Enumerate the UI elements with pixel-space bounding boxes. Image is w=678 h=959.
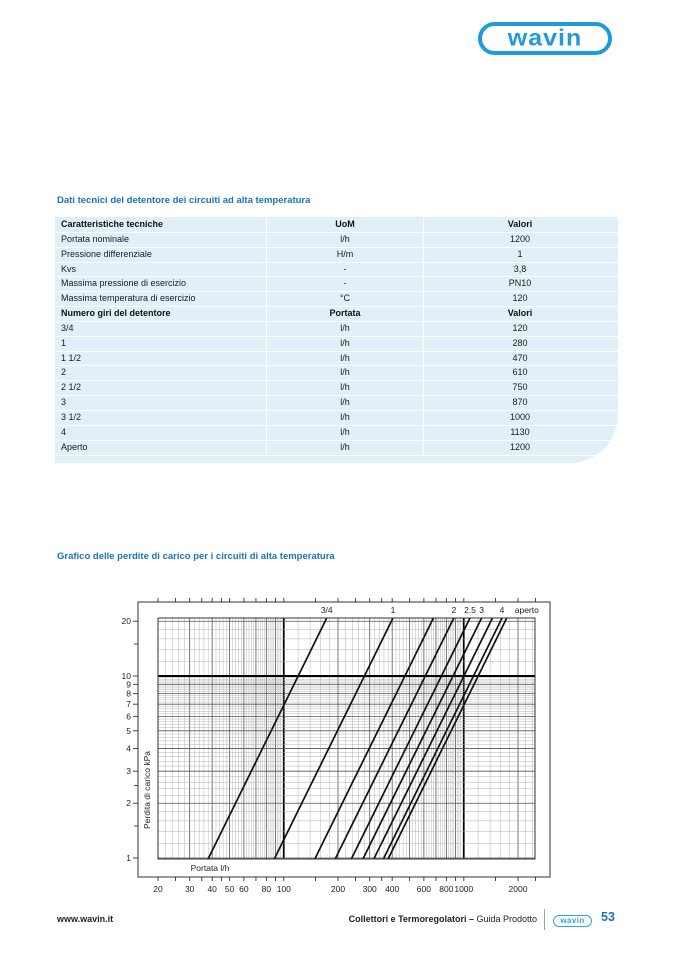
table-cell: l/h <box>267 366 424 380</box>
table-cell: 1 1/2 <box>55 352 267 366</box>
table-header-cell: Portata <box>267 307 424 321</box>
table-cell: l/h <box>267 381 424 395</box>
x-tick-label: 1000 <box>454 884 474 894</box>
table-row <box>55 426 618 441</box>
x-tick-label: 80 <box>261 884 272 894</box>
table-cell: 610 <box>512 367 528 378</box>
pressure-loss-chart <box>100 583 590 913</box>
y-tick-label: 10 <box>121 671 131 681</box>
x-axis-title: Portata l/h <box>190 863 230 873</box>
table-cell: 1 <box>55 337 267 351</box>
series-label: aperto <box>514 605 539 615</box>
table-header-cell: Numero giri del detentore <box>55 307 267 321</box>
wavin-logo <box>478 22 612 55</box>
y-tick-label: 6 <box>126 711 131 722</box>
pressure-loss-chart-svg <box>100 583 590 913</box>
technical-data-table <box>55 218 618 456</box>
axis-frame <box>138 602 550 877</box>
x-tick-label: 600 <box>416 884 431 894</box>
table-row <box>55 263 618 278</box>
y-tick-label: 2 <box>126 798 131 809</box>
table-cell: l/h <box>267 396 424 410</box>
x-tick-label: 60 <box>239 884 249 894</box>
table-cell: - <box>267 277 424 291</box>
x-tick-label: 400 <box>385 884 400 894</box>
wavin-logo-text: wavin <box>507 25 583 51</box>
table-header-cell: Caratteristiche tecniche <box>55 218 267 232</box>
table-cell: 4 <box>55 426 267 440</box>
footer-doc-subtitle: Guida Prodotto <box>473 914 537 924</box>
table-cell: l/h <box>267 233 424 247</box>
y-tick-label: 5 <box>126 725 131 736</box>
table-cell: l/h <box>267 426 424 440</box>
table-row <box>55 352 618 367</box>
table-cell: 2 1/2 <box>55 381 267 395</box>
table-cell: 120 <box>512 322 528 333</box>
table-cell: Massima pressione di esercizio <box>55 277 267 291</box>
table-cell: 870 <box>512 397 528 408</box>
y-tick-label: 7 <box>126 699 131 710</box>
footer-doc-title-bold: Collettori e Termoregolatori – <box>348 914 474 924</box>
x-tick-label: 100 <box>276 884 291 894</box>
y-tick-label: 8 <box>126 688 131 699</box>
table-row <box>55 292 618 307</box>
table-cell: - <box>267 263 424 277</box>
footer-wavin-logo <box>553 915 592 927</box>
series-label: 2 <box>451 605 457 615</box>
table-cell: H/m <box>267 248 424 262</box>
x-tick-label: 2000 <box>508 884 528 894</box>
table-row <box>55 277 618 292</box>
series-line <box>388 618 507 859</box>
series-label: 2.5 <box>464 605 476 615</box>
series-line <box>374 618 493 859</box>
table-row <box>55 233 618 248</box>
page-number: 53 <box>601 910 615 924</box>
table-cell: Pressione differenziale <box>55 248 267 262</box>
table-row <box>55 248 618 263</box>
table-cell: l/h <box>267 322 424 336</box>
table-cell: 280 <box>512 337 528 348</box>
series-label: 1 <box>390 605 396 615</box>
table-cell: °C <box>267 292 424 306</box>
table-row <box>55 322 618 337</box>
x-tick-label: 200 <box>330 884 346 894</box>
table-header-row <box>55 307 618 322</box>
section-title-chart: Grafico delle perdite di carico per i circuiti di alta temperatura <box>57 551 335 562</box>
x-tick-label: 30 <box>184 884 195 894</box>
x-tick-label: 50 <box>224 884 235 894</box>
table-row <box>55 441 618 456</box>
table-cell: 3 1/2 <box>55 411 267 425</box>
y-tick-label: 1 <box>126 853 131 863</box>
table-cell: PN10 <box>508 278 532 289</box>
table-cell: 2 <box>55 366 267 380</box>
y-tick-label: 9 <box>126 679 131 690</box>
series-line <box>274 618 393 859</box>
y-tick-label: 3 <box>126 766 131 777</box>
table-cell: l/h <box>267 441 424 455</box>
table-header-cell: Valori <box>507 219 533 229</box>
table-row <box>55 337 618 352</box>
table-header-cell: UoM <box>267 218 424 232</box>
table-cell: 1000 <box>509 411 531 422</box>
table-cell: l/h <box>267 411 424 425</box>
footer-doc-title <box>230 914 537 924</box>
table-row <box>55 381 618 396</box>
table-cell: 3,8 <box>513 263 527 274</box>
footer-divider <box>544 909 545 930</box>
footer-wavin-logo-text: wavin <box>560 916 585 925</box>
table-cell: 1 <box>517 248 523 259</box>
series-label: 4 <box>499 605 505 615</box>
table-cell: 470 <box>512 352 528 363</box>
table-cell: Aperto <box>55 441 267 455</box>
series-line <box>383 618 502 859</box>
x-tick-label: 800 <box>439 884 454 894</box>
table-row <box>55 366 618 381</box>
series-line <box>208 618 327 859</box>
table-cell: 120 <box>512 293 528 304</box>
series-label: 3 <box>479 605 484 615</box>
table-header-row <box>55 218 618 233</box>
y-tick-label: 4 <box>126 743 131 754</box>
series-label: 3/4 <box>320 605 333 615</box>
table-cell: 1130 <box>510 426 530 437</box>
y-axis-title: Perdita di carico kPa <box>142 751 152 829</box>
table-row <box>55 411 618 426</box>
x-tick-label: 20 <box>153 884 163 894</box>
table-cell: 750 <box>512 382 528 393</box>
section-title-technical-data: Dati tecnici del detentore dei circuiti ad alta temperatura <box>57 195 311 206</box>
footer-website: www.wavin.it <box>57 914 114 924</box>
table-cell: 3 <box>55 396 267 410</box>
table-cell: Kvs <box>55 263 267 277</box>
table-cell: 1200 <box>509 441 531 452</box>
table-cell: Massima temperatura di esercizio <box>55 292 267 306</box>
table-header-cell: Valori <box>507 308 533 319</box>
y-tick-label: 20 <box>121 616 131 627</box>
technical-data-panel <box>55 217 618 463</box>
table-cell: 3/4 <box>55 322 267 336</box>
table-row <box>55 396 618 411</box>
table-cell: 1200 <box>509 233 531 244</box>
table-cell: Portata nominale <box>55 233 267 247</box>
x-tick-label: 300 <box>362 884 377 894</box>
x-tick-label: 40 <box>207 884 217 894</box>
table-cell: l/h <box>267 337 424 351</box>
table-cell: l/h <box>267 352 424 366</box>
plot-paper-border <box>158 618 535 859</box>
